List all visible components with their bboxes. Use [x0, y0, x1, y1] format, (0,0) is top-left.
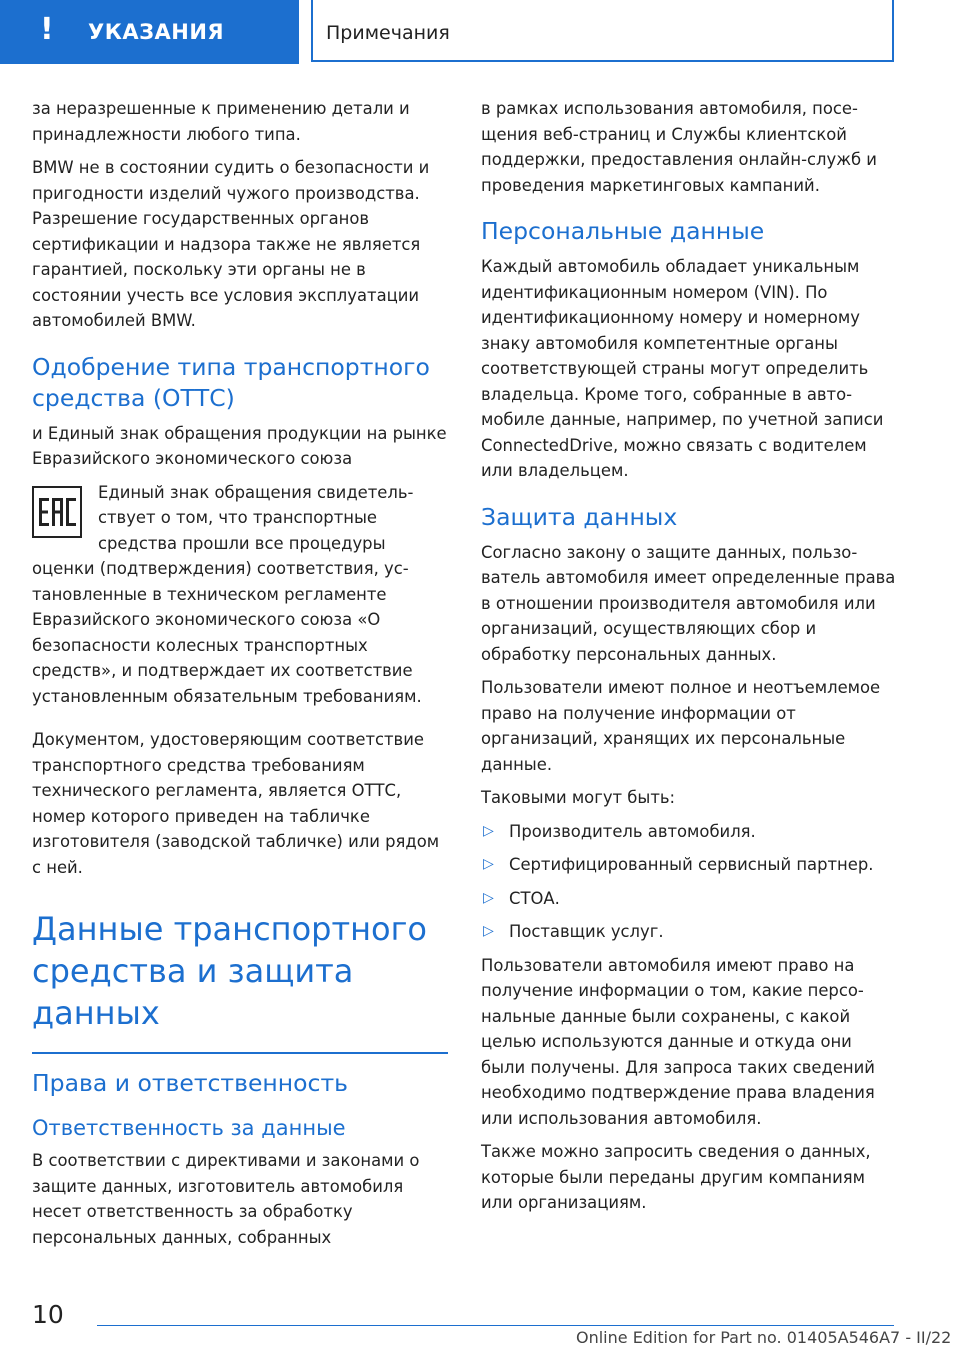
list-item-text: Сертифицированный сервисный партнер. — [509, 855, 874, 874]
heading-responsibility: Ответственность за данные — [32, 1116, 346, 1140]
arrow-bullet-icon: ▷ — [483, 889, 494, 906]
list-item — [481, 819, 897, 845]
heading-data-protection: Защита данных — [481, 502, 678, 531]
paragraph: Согласно закону о защите данных, пользователь автомобиля имеет определенные права в отношении производителя автомобиля или организаций, осуществляющих сбор и обработку персональных данных. — [481, 542, 896, 664]
chapter-title: Данные транспортного средства и защита данных — [32, 910, 427, 1032]
paragraph: в рамках использования автомобиля, посещения веб-страниц и Службы клиентской поддержки, предоставления онлайн-служб и проведения маркетинговых кампаний. — [481, 99, 877, 195]
paragraph: Документом, удостоверяющим соответствие транспортного средства требованиям технического регламента, является ОТТС, номер которого приведен на табличке изготовителя (заводской табличке) или рядом с ней. — [32, 730, 440, 877]
heading-type-approval: Одобрение типа транспортного средства (ОТТС) — [32, 352, 430, 412]
footer-divider — [97, 1325, 894, 1326]
paragraph-eac: Единый знак обращения свидетельствует о том, что транспортные средства прошли все процедуры оценки (подтверждения) соответствия, установленные в техническом регламенте Евразийского экономического союза «О безопасности колесных транспортных средств», и подтверждает их соответствие установленным обязательным требованиям. — [32, 482, 422, 706]
page-number: 10 — [32, 1300, 64, 1329]
eac-mark-icon — [32, 486, 82, 538]
list-item — [481, 852, 897, 878]
footer-edition: Online Edition for Part no. 01405A546A7 - II/22 — [576, 1328, 952, 1347]
list-item-text: Производитель автомобиля. — [509, 821, 756, 841]
paragraph: Таковыми могут быть: — [481, 788, 676, 807]
arrow-bullet-icon: ▷ — [483, 856, 494, 872]
left-column — [32, 96, 448, 1258]
paragraph: Пользователи имеют полное и неотъемлемое право на получение информации от организаций, хранящих их персональные данные. — [481, 678, 881, 774]
heading-personal-data: Персональные данные — [481, 217, 765, 245]
list-item — [481, 886, 897, 912]
divider — [32, 1052, 448, 1054]
paragraph: BMW не в состоянии судить о безопасности и пригодности изделий чужого производства. Разрешение государственных органов сертификации и надзора также не является гарантией, поскольку эти органы не в состоянии учесть все условия эксплуатации автомобилей BMW. — [32, 158, 430, 330]
arrow-bullet-icon: ▷ — [483, 923, 494, 939]
paragraph: за неразрешенные к применению детали и принадлежности любого типа. — [32, 99, 410, 144]
section-title: УКАЗАНИЯ — [88, 20, 225, 44]
warning-icon: ! — [40, 12, 54, 47]
arrow-bullet-icon: ▷ — [483, 822, 494, 839]
right-column — [481, 96, 897, 1224]
heading-rights: Права и ответственность — [32, 1069, 348, 1097]
paragraph: В соответствии с директивами и законами о защите данных, изготовитель автомобиля несет ответственность за обработку персональных данных, собранных — [32, 1151, 420, 1247]
paragraph: Каждый автомобиль обладает уникальным идентификационным номером (VIN). По идентификационному номеру и номерному знаку автомобиля компетентные органы соответствующей страны могут определить владельца. Кроме того, собранные в автомобиле данные, например, по учетной записи ConnectedDrive, можно связать с водителем или владельцем. — [481, 257, 884, 480]
paragraph: Пользователи автомобиля имеют право на получение информации о том, какие персональные данные были сохранены, с какой целью используются данные и откуда они были получены. Для запроса таких сведений необходимо подтверждение права владения или использования автомобиля. — [481, 955, 875, 1128]
paragraph: Также можно запросить сведения о данных, которые были переданы другим компаниям или организациям. — [481, 1142, 871, 1212]
paragraph: и Единый знак обращения продукции на рынке Евразийского экономического союза — [32, 423, 447, 468]
eac-block — [32, 480, 448, 718]
subsection-title: Примечания — [326, 22, 450, 44]
list-item — [481, 919, 897, 945]
list-item-text: СТОА. — [509, 888, 560, 908]
list-item-text: Поставщик услуг. — [509, 922, 664, 941]
